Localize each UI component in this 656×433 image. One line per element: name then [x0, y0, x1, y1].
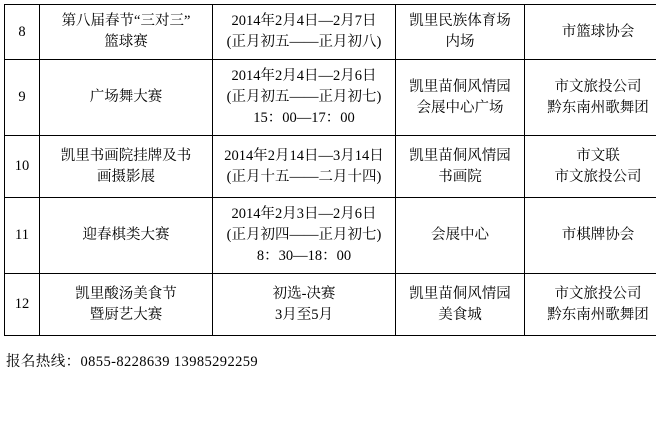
event-schedule-table: [4, 4, 656, 336]
cell-text: 篮球赛: [42, 32, 210, 53]
cell-text: 内场: [398, 32, 522, 53]
cell-text: 2014年2月14日—3月14日: [215, 146, 393, 167]
event-place-cell: [396, 60, 525, 136]
cell-text: 9: [7, 87, 37, 108]
cell-text: 初选-决赛: [215, 284, 393, 305]
cell-text: 凯里苗侗风情园: [398, 284, 522, 305]
table-row: [5, 136, 656, 198]
cell-text: 凯里苗侗风情园: [398, 77, 522, 98]
event-date-cell: [213, 136, 396, 198]
cell-text: 10: [7, 156, 37, 177]
cell-text: 8：30—18：00: [215, 246, 393, 267]
cell-text: 2014年2月4日—2月6日: [215, 66, 393, 87]
event-organizer-cell: [525, 5, 656, 60]
cell-text: 广场舞大赛: [42, 87, 210, 108]
cell-text: 市棋牌协会: [527, 225, 656, 246]
event-organizer-cell: [525, 274, 656, 336]
event-organizer-cell: [525, 198, 656, 274]
row-number-cell: [5, 136, 40, 198]
table-body: [5, 5, 656, 336]
event-name-cell: [40, 198, 213, 274]
cell-text: 市文联: [527, 146, 656, 167]
table-row: [5, 60, 656, 136]
document-page: [0, 4, 656, 433]
cell-text: 会展中心: [398, 225, 522, 246]
cell-text: 书画院: [398, 167, 522, 188]
cell-text: 12: [7, 294, 37, 315]
cell-text: 黔东南州歌舞团: [527, 305, 656, 326]
cell-text: 15：00—17：00: [215, 108, 393, 129]
cell-text: 美食城: [398, 305, 522, 326]
event-date-cell: [213, 274, 396, 336]
row-number-cell: [5, 198, 40, 274]
table-row: [5, 5, 656, 60]
cell-text: 11: [7, 225, 37, 246]
cell-text: 市篮球协会: [527, 22, 656, 43]
event-place-cell: [396, 136, 525, 198]
event-name-cell: [40, 274, 213, 336]
event-place-cell: [396, 274, 525, 336]
event-name-cell: [40, 5, 213, 60]
table-row: [5, 198, 656, 274]
cell-text: (正月初四——正月初七): [215, 225, 393, 246]
cell-text: 画摄影展: [42, 167, 210, 188]
event-name-cell: [40, 136, 213, 198]
row-number-cell: [5, 274, 40, 336]
event-organizer-cell: [525, 136, 656, 198]
cell-text: (正月初五——正月初七): [215, 87, 393, 108]
event-date-cell: [213, 60, 396, 136]
cell-text: (正月初五——正月初八): [215, 32, 393, 53]
event-name-cell: [40, 60, 213, 136]
cell-text: 凯里酸汤美食节: [42, 284, 210, 305]
cell-text: 黔东南州歌舞团: [527, 98, 656, 119]
cell-text: 第八届春节“三对三”: [42, 11, 210, 32]
cell-text: (正月十五——二月十四): [215, 167, 393, 188]
event-place-cell: [396, 198, 525, 274]
event-date-cell: [213, 5, 396, 60]
row-number-cell: [5, 60, 40, 136]
cell-text: 暨厨艺大赛: [42, 305, 210, 326]
cell-text: 凯里书画院挂牌及书: [42, 146, 210, 167]
cell-text: 8: [7, 22, 37, 43]
cell-text: 市文旅投公司: [527, 77, 656, 98]
cell-text: 3月至5月: [215, 305, 393, 326]
cell-text: 市文旅投公司: [527, 284, 656, 305]
event-place-cell: [396, 5, 525, 60]
registration-hotline: 报名热线：0855-8228639 13985292259: [6, 350, 656, 371]
cell-text: 迎春棋类大赛: [42, 225, 210, 246]
cell-text: 2014年2月3日—2月6日: [215, 204, 393, 225]
cell-text: 2014年2月4日—2月7日: [215, 11, 393, 32]
cell-text: 会展中心广场: [398, 98, 522, 119]
cell-text: 凯里民族体育场: [398, 11, 522, 32]
table-row: [5, 274, 656, 336]
row-number-cell: [5, 5, 40, 60]
cell-text: 凯里苗侗风情园: [398, 146, 522, 167]
cell-text: 市文旅投公司: [527, 167, 656, 188]
event-organizer-cell: [525, 60, 656, 136]
event-date-cell: [213, 198, 396, 274]
